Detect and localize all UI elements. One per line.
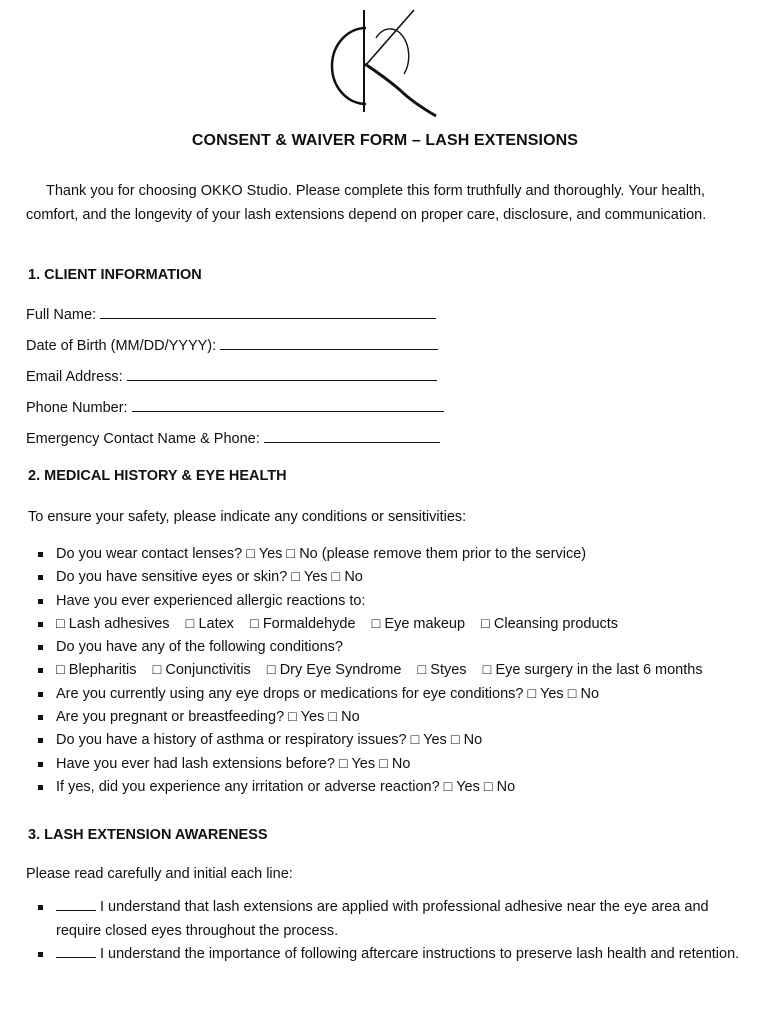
date-of-birth-field[interactable] (26, 335, 438, 355)
bullet-icon (38, 762, 43, 767)
section-heading-lash-awareness: 3. LASH EXTENSION AWARENESS (28, 827, 268, 843)
bullet-icon (38, 952, 43, 957)
question-text: Have you ever had lash extensions before? □ Yes □ No (56, 755, 411, 772)
emergency-contact-field[interactable] (26, 428, 440, 448)
list-item (36, 729, 746, 752)
bullet-icon (38, 622, 43, 627)
list-item (36, 753, 746, 776)
emergency-contact-input-line[interactable] (264, 428, 440, 443)
bullet-icon (38, 552, 43, 557)
phone-label: Phone Number: (26, 400, 128, 416)
awareness-text: I understand that lash extensions are applied with professional adhesive near the eye area and require closed eyes throughout the process. (56, 899, 709, 939)
bullet-icon (38, 599, 43, 604)
bullet-icon (38, 645, 43, 650)
form-title: CONSENT & WAIVER FORM – LASH EXTENSIONS (191, 132, 579, 149)
question-text: Are you pregnant or breastfeeding? □ Yes □ No (56, 709, 360, 726)
allergy-options[interactable]: □ Lash adhesives □ Latex □ Formaldehyde □ Eye makeup □ Cleansing products (56, 615, 619, 632)
list-item (36, 776, 746, 799)
list-item (36, 659, 746, 682)
bullet-icon (38, 668, 43, 673)
bullet-icon (38, 575, 43, 580)
email-field[interactable] (26, 366, 437, 386)
question-text: Have you ever experienced allergic reactions to: (56, 592, 366, 609)
awareness-list (36, 896, 746, 967)
bullet-icon (38, 715, 43, 720)
emergency-contact-label: Emergency Contact Name & Phone: (26, 431, 260, 447)
phone-input-line[interactable] (132, 397, 444, 412)
awareness-prompt: Please read carefully and initial each line: (26, 866, 293, 882)
bullet-icon (38, 905, 43, 910)
email-label: Email Address: (26, 369, 123, 385)
list-item (36, 943, 746, 967)
date-of-birth-input-line[interactable] (220, 335, 438, 350)
list-item (36, 613, 746, 636)
section-heading-medical-history: 2. MEDICAL HISTORY & EYE HEALTH (28, 468, 287, 484)
list-item (36, 590, 746, 613)
question-text: Do you have sensitive eyes or skin? □ Yes □ No (56, 569, 363, 586)
phone-field[interactable] (26, 397, 444, 417)
bullet-icon (38, 785, 43, 790)
list-item (36, 706, 746, 729)
full-name-field[interactable] (26, 304, 436, 324)
section-heading-client-information: 1. CLIENT INFORMATION (28, 267, 202, 283)
list-item (36, 683, 746, 706)
list-item (36, 543, 746, 566)
list-item (36, 896, 746, 943)
initial-blank[interactable] (56, 897, 96, 911)
medical-prompt: To ensure your safety, please indicate any conditions or sensitivities: (28, 509, 467, 525)
bullet-icon (38, 692, 43, 697)
intro-paragraph: Thank you for choosing OKKO Studio. Please complete this form truthfully and thoroughly. Your health, comfort, and the longevity of your lash extensions depend on proper care, disclosure, and communication. (26, 183, 707, 223)
question-text: Do you have any of the following conditions? (56, 639, 343, 656)
date-of-birth-label: Date of Birth (MM/DD/YYYY): (26, 338, 217, 354)
awareness-text: I understand the importance of following aftercare instructions to preserve lash health and retention. (100, 946, 740, 962)
question-text: Do you wear contact lenses? □ Yes □ No (please remove them prior to the service) (56, 546, 587, 562)
medical-question-list (36, 543, 746, 799)
question-text: Do you have a history of asthma or respiratory issues? □ Yes □ No (56, 732, 483, 749)
question-text: Are you currently using any eye drops or medications for eye conditions? □ Yes □ No (56, 685, 600, 702)
full-name-label: Full Name: (26, 307, 97, 323)
bullet-icon (38, 738, 43, 743)
okko-logo (326, 8, 442, 118)
list-item (36, 566, 746, 589)
full-name-input-line[interactable] (100, 304, 436, 319)
condition-options[interactable]: □ Blepharitis □ Conjunctivitis □ Dry Eye Syndrome □ Styes □ Eye surgery in the last 6 months (56, 662, 703, 679)
email-input-line[interactable] (127, 366, 437, 381)
initial-blank[interactable] (56, 944, 96, 958)
question-text: If yes, did you experience any irritation or adverse reaction? □ Yes □ No (56, 778, 516, 795)
list-item (36, 636, 746, 659)
